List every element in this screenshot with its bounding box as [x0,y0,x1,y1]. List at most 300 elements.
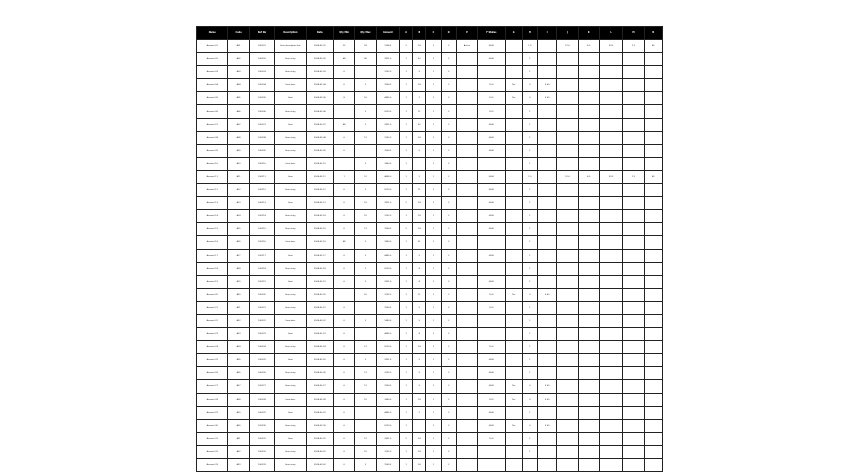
table-cell[interactable] [376,170,399,183]
table-row[interactable] [197,249,663,262]
table-row[interactable] [197,367,663,380]
table-cell[interactable] [505,459,522,472]
table-cell[interactable] [228,445,249,458]
table-cell[interactable] [426,144,441,157]
table-cell[interactable] [557,157,578,170]
table-cell[interactable] [505,131,522,144]
table-cell[interactable] [505,53,522,66]
table-cell[interactable] [557,328,578,341]
table-cell[interactable] [441,105,456,118]
table-cell[interactable] [413,131,426,144]
table-row[interactable] [197,314,663,327]
table-cell[interactable] [557,66,578,79]
table-cell[interactable] [538,341,557,354]
table-cell[interactable] [400,92,413,105]
table-cell[interactable] [426,105,441,118]
table-cell[interactable] [400,236,413,249]
table-cell[interactable] [441,419,456,432]
table-cell[interactable] [557,236,578,249]
table-cell[interactable] [456,118,477,131]
table-cell[interactable] [426,79,441,92]
table-cell[interactable] [456,432,477,445]
table-cell[interactable] [306,341,333,354]
table-cell[interactable] [441,275,456,288]
table-cell[interactable] [355,131,376,144]
table-cell[interactable] [522,92,537,105]
table-cell[interactable] [478,79,505,92]
table-cell[interactable] [400,79,413,92]
table-row[interactable] [197,459,663,472]
table-row[interactable] [197,210,663,223]
table-row[interactable] [197,354,663,367]
table-cell[interactable] [505,354,522,367]
column-header[interactable]: B [413,27,426,40]
table-cell[interactable] [306,262,333,275]
column-header[interactable]: I [538,27,557,40]
table-cell[interactable] [623,144,644,157]
table-cell[interactable] [441,210,456,223]
table-cell[interactable] [441,144,456,157]
table-cell[interactable] [306,249,333,262]
table-cell[interactable] [355,262,376,275]
table-cell[interactable] [522,223,537,236]
table-cell[interactable] [306,236,333,249]
table-cell[interactable] [426,170,441,183]
table-cell[interactable] [538,184,557,197]
table-cell[interactable] [426,445,441,458]
table-cell[interactable] [557,301,578,314]
table-cell[interactable] [275,223,306,236]
table-cell[interactable] [275,79,306,92]
table-cell[interactable] [355,393,376,406]
column-header[interactable]: C [426,27,441,40]
table-cell[interactable] [623,53,644,66]
table-cell[interactable] [441,341,456,354]
table-cell[interactable] [376,66,399,79]
table-cell[interactable] [557,170,578,183]
table-cell[interactable] [426,314,441,327]
table-cell[interactable] [478,445,505,458]
table-cell[interactable] [306,53,333,66]
table-cell[interactable] [249,92,274,105]
table-cell[interactable] [538,380,557,393]
table-cell[interactable] [557,459,578,472]
table-cell[interactable] [426,249,441,262]
table-cell[interactable] [456,40,477,53]
table-cell[interactable] [413,170,426,183]
table-cell[interactable] [376,249,399,262]
table-cell[interactable] [228,419,249,432]
table-cell[interactable] [599,223,622,236]
table-row[interactable] [197,445,663,458]
table-cell[interactable] [413,406,426,419]
table-cell[interactable] [306,354,333,367]
table-cell[interactable] [306,40,333,53]
table-cell[interactable] [249,393,274,406]
table-cell[interactable] [376,236,399,249]
table-cell[interactable] [355,92,376,105]
table-cell[interactable] [413,262,426,275]
table-cell[interactable] [623,301,644,314]
table-cell[interactable] [623,419,644,432]
table-cell[interactable] [376,354,399,367]
table-cell[interactable] [228,301,249,314]
table-cell[interactable] [413,301,426,314]
table-cell[interactable] [456,314,477,327]
table-cell[interactable] [426,393,441,406]
table-cell[interactable] [599,288,622,301]
table-cell[interactable] [228,262,249,275]
table-cell[interactable] [557,406,578,419]
table-cell[interactable] [197,419,228,432]
table-cell[interactable] [228,380,249,393]
table-cell[interactable] [334,249,355,262]
table-cell[interactable] [599,406,622,419]
table-cell[interactable] [478,341,505,354]
table-cell[interactable] [644,314,662,327]
table-cell[interactable] [623,445,644,458]
table-cell[interactable] [355,288,376,301]
table-cell[interactable] [426,197,441,210]
table-cell[interactable] [228,210,249,223]
table-cell[interactable] [197,157,228,170]
table-cell[interactable] [413,118,426,131]
column-header[interactable]: K [578,27,599,40]
table-cell[interactable] [505,367,522,380]
table-cell[interactable] [249,328,274,341]
table-cell[interactable] [623,432,644,445]
table-cell[interactable] [400,354,413,367]
table-cell[interactable] [400,275,413,288]
table-cell[interactable] [426,40,441,53]
table-cell[interactable] [334,406,355,419]
table-cell[interactable] [505,328,522,341]
table-cell[interactable] [306,432,333,445]
table-cell[interactable] [578,236,599,249]
table-cell[interactable] [441,170,456,183]
table-cell[interactable] [249,40,274,53]
table-cell[interactable] [355,184,376,197]
table-cell[interactable] [522,236,537,249]
table-cell[interactable] [644,223,662,236]
table-cell[interactable] [426,157,441,170]
table-cell[interactable] [557,210,578,223]
table-cell[interactable] [306,210,333,223]
table-cell[interactable] [275,210,306,223]
table-cell[interactable] [623,157,644,170]
table-cell[interactable] [413,79,426,92]
table-cell[interactable] [376,92,399,105]
table-cell[interactable] [441,249,456,262]
table-cell[interactable] [644,354,662,367]
table-cell[interactable] [623,354,644,367]
table-cell[interactable] [306,328,333,341]
table-cell[interactable] [578,157,599,170]
table-cell[interactable] [441,406,456,419]
table-cell[interactable] [249,184,274,197]
table-cell[interactable] [197,223,228,236]
table-cell[interactable] [376,197,399,210]
table-cell[interactable] [644,419,662,432]
table-cell[interactable] [413,184,426,197]
table-cell[interactable] [441,301,456,314]
table-cell[interactable] [578,53,599,66]
table-cell[interactable] [623,262,644,275]
table-cell[interactable] [557,341,578,354]
table-cell[interactable] [456,341,477,354]
table-cell[interactable] [578,262,599,275]
table-cell[interactable] [355,157,376,170]
table-cell[interactable] [197,197,228,210]
table-cell[interactable] [197,144,228,157]
table-cell[interactable] [623,118,644,131]
table-cell[interactable] [538,249,557,262]
table-cell[interactable] [522,314,537,327]
table-cell[interactable] [426,432,441,445]
table-cell[interactable] [599,445,622,458]
table-cell[interactable] [599,314,622,327]
table-cell[interactable] [355,210,376,223]
table-cell[interactable] [426,118,441,131]
table-cell[interactable] [376,288,399,301]
table-cell[interactable] [275,105,306,118]
table-cell[interactable] [197,66,228,79]
table-cell[interactable] [376,79,399,92]
table-cell[interactable] [275,118,306,131]
table-cell[interactable] [599,432,622,445]
table-cell[interactable] [413,197,426,210]
table-cell[interactable] [413,367,426,380]
table-row[interactable] [197,406,663,419]
table-cell[interactable] [578,197,599,210]
table-cell[interactable] [456,144,477,157]
table-cell[interactable] [334,236,355,249]
table-cell[interactable] [275,419,306,432]
table-cell[interactable] [275,236,306,249]
table-cell[interactable] [197,118,228,131]
table-cell[interactable] [400,288,413,301]
table-cell[interactable] [413,459,426,472]
table-cell[interactable] [275,406,306,419]
table-cell[interactable] [623,459,644,472]
table-cell[interactable] [376,301,399,314]
table-cell[interactable] [538,301,557,314]
table-cell[interactable] [557,144,578,157]
table-cell[interactable] [249,432,274,445]
table-cell[interactable] [538,459,557,472]
table-cell[interactable] [400,223,413,236]
table-cell[interactable] [522,459,537,472]
table-cell[interactable] [478,105,505,118]
table-cell[interactable] [275,249,306,262]
table-cell[interactable] [578,445,599,458]
table-cell[interactable] [306,419,333,432]
table-cell[interactable] [306,288,333,301]
table-cell[interactable] [478,40,505,53]
table-cell[interactable] [578,249,599,262]
column-header[interactable]: H [522,27,537,40]
table-cell[interactable] [644,92,662,105]
table-cell[interactable] [413,328,426,341]
table-cell[interactable] [249,197,274,210]
table-cell[interactable] [355,170,376,183]
table-cell[interactable] [355,380,376,393]
table-cell[interactable] [441,432,456,445]
table-cell[interactable] [441,157,456,170]
table-cell[interactable] [426,301,441,314]
table-cell[interactable] [456,184,477,197]
table-cell[interactable] [644,40,662,53]
table-cell[interactable] [522,40,537,53]
column-header[interactable]: L [599,27,622,40]
table-cell[interactable] [578,459,599,472]
table-cell[interactable] [644,118,662,131]
table-cell[interactable] [522,406,537,419]
table-cell[interactable] [599,380,622,393]
table-cell[interactable] [456,170,477,183]
table-cell[interactable] [441,236,456,249]
table-cell[interactable] [456,66,477,79]
table-cell[interactable] [538,66,557,79]
table-cell[interactable] [478,157,505,170]
table-cell[interactable] [578,184,599,197]
table-cell[interactable] [275,66,306,79]
table-cell[interactable] [522,249,537,262]
table-cell[interactable] [538,288,557,301]
table-cell[interactable] [456,380,477,393]
table-cell[interactable] [249,236,274,249]
table-cell[interactable] [413,314,426,327]
table-cell[interactable] [376,432,399,445]
table-cell[interactable] [426,419,441,432]
table-cell[interactable] [376,419,399,432]
table-cell[interactable] [275,144,306,157]
table-cell[interactable] [505,223,522,236]
table-cell[interactable] [334,197,355,210]
table-cell[interactable] [623,184,644,197]
table-cell[interactable] [505,432,522,445]
table-cell[interactable] [623,66,644,79]
table-cell[interactable] [355,354,376,367]
table-cell[interactable] [441,184,456,197]
table-cell[interactable] [426,328,441,341]
table-cell[interactable] [197,301,228,314]
table-cell[interactable] [197,184,228,197]
table-cell[interactable] [578,314,599,327]
table-cell[interactable] [557,380,578,393]
table-cell[interactable] [557,92,578,105]
table-cell[interactable] [478,275,505,288]
table-cell[interactable] [505,66,522,79]
table-cell[interactable] [275,197,306,210]
column-header[interactable]: E [456,27,477,40]
table-cell[interactable] [413,380,426,393]
table-cell[interactable] [505,262,522,275]
table-cell[interactable] [400,367,413,380]
table-cell[interactable] [249,262,274,275]
table-cell[interactable] [306,66,333,79]
table-cell[interactable] [441,445,456,458]
table-cell[interactable] [197,131,228,144]
table-cell[interactable] [478,210,505,223]
table-cell[interactable] [522,157,537,170]
table-cell[interactable] [400,105,413,118]
table-cell[interactable] [355,197,376,210]
table-cell[interactable] [426,92,441,105]
table-cell[interactable] [441,223,456,236]
table-cell[interactable] [228,459,249,472]
table-cell[interactable] [400,197,413,210]
table-cell[interactable] [376,40,399,53]
table-cell[interactable] [441,53,456,66]
table-cell[interactable] [376,131,399,144]
table-row[interactable] [197,131,663,144]
table-cell[interactable] [400,53,413,66]
column-header[interactable]: Qty Max [355,27,376,40]
table-cell[interactable] [441,288,456,301]
table-cell[interactable] [275,432,306,445]
table-cell[interactable] [644,170,662,183]
table-cell[interactable] [599,40,622,53]
table-cell[interactable] [228,288,249,301]
table-cell[interactable] [478,249,505,262]
table-cell[interactable] [478,419,505,432]
column-header[interactable]: A [400,27,413,40]
table-row[interactable] [197,236,663,249]
table-cell[interactable] [599,328,622,341]
table-cell[interactable] [441,40,456,53]
table-cell[interactable] [623,79,644,92]
table-cell[interactable] [400,184,413,197]
table-cell[interactable] [623,40,644,53]
table-cell[interactable] [228,367,249,380]
table-cell[interactable] [538,118,557,131]
table-cell[interactable] [441,367,456,380]
table-cell[interactable] [426,354,441,367]
table-cell[interactable] [275,328,306,341]
table-cell[interactable] [478,118,505,131]
table-row[interactable] [197,419,663,432]
table-cell[interactable] [376,393,399,406]
table-cell[interactable] [557,118,578,131]
table-cell[interactable] [644,157,662,170]
table-cell[interactable] [355,53,376,66]
table-cell[interactable] [644,445,662,458]
table-cell[interactable] [456,92,477,105]
table-cell[interactable] [355,275,376,288]
table-cell[interactable] [334,314,355,327]
table-cell[interactable] [478,92,505,105]
table-cell[interactable] [334,354,355,367]
table-cell[interactable] [578,341,599,354]
table-cell[interactable] [197,105,228,118]
table-cell[interactable] [578,40,599,53]
table-cell[interactable] [413,236,426,249]
column-header[interactable]: Qty Min [334,27,355,40]
column-header[interactable]: Name [197,27,228,40]
table-cell[interactable] [557,354,578,367]
table-row[interactable] [197,157,663,170]
table-cell[interactable] [578,275,599,288]
table-cell[interactable] [355,328,376,341]
table-cell[interactable] [275,301,306,314]
table-cell[interactable] [456,79,477,92]
table-cell[interactable] [441,92,456,105]
table-cell[interactable] [228,79,249,92]
table-cell[interactable] [249,249,274,262]
table-cell[interactable] [522,341,537,354]
table-cell[interactable] [426,406,441,419]
